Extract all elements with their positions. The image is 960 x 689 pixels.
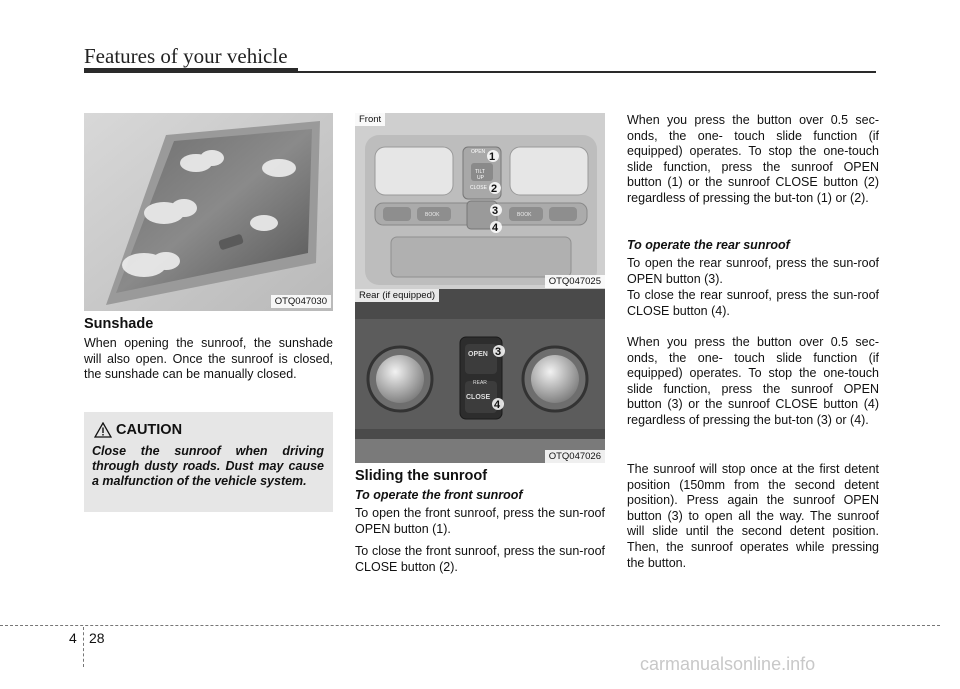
caution-body: Close the sunroof when driving through dusty roads. Dust may cause a malfunction of the vehicle system. <box>92 444 324 489</box>
rear-callout-4: 4 <box>494 399 501 411</box>
rear-panel-rear: REAR <box>473 380 487 386</box>
chapter-number: 4 <box>69 630 77 646</box>
front-panel-open: OPEN <box>471 149 486 155</box>
caution-box <box>84 412 333 512</box>
rear-sunroof-subheading: To operate the rear sunroof <box>627 238 790 252</box>
warning-icon <box>94 422 112 438</box>
front-open-paragraph: To open the front sunroof, press the sun-roof OPEN button (1). <box>355 506 605 536</box>
caution-title: CAUTION <box>116 422 183 438</box>
header-bar <box>84 68 298 73</box>
front-panel-book-right: BOOK <box>517 212 532 218</box>
detent-paragraph: The sunroof will stop once at the first detent position (150mm from the second detent position). Press again the sunroof OPEN button (3) to open all the way. The sunroof will slide until the second detent position. Then, the sunroof operates while pressing the button. <box>627 462 879 570</box>
sunshade-photo <box>84 113 333 311</box>
rear-console-figure <box>355 289 605 463</box>
rear-close-paragraph: To close the rear sunroof, press the sun-roof CLOSE button (4). <box>627 288 879 318</box>
rear-panel-close: CLOSE <box>466 394 491 401</box>
front-callout-3: 3 <box>492 205 499 217</box>
rear-figure-code: OTQ047026 <box>545 450 605 463</box>
footer-rule <box>0 625 940 626</box>
front-sunroof-subheading: To operate the front sunroof <box>355 488 523 502</box>
rear-panel-open: OPEN <box>468 351 488 358</box>
sunshade-figure <box>84 113 333 311</box>
rear-one-touch-paragraph: When you press the button over 0.5 sec-onds, the one- touch slide function (if equipped) operates. To stop the one-touch slide function, press the sunroof OPEN button (3) or the sunroof CLOSE button (4) regardless of pressing the but-ton (3) or (4). <box>627 335 879 427</box>
footer-divider <box>83 627 84 667</box>
front-callout-2: 2 <box>491 183 498 195</box>
front-close-paragraph: To close the front sunroof, press the sun-roof CLOSE button (2). <box>355 544 605 574</box>
rear-callout-3: 3 <box>495 346 502 358</box>
sunshade-figure-code: OTQ047030 <box>271 295 331 308</box>
page-number: 28 <box>89 630 105 646</box>
front-panel-close: CLOSE <box>470 185 487 191</box>
rear-open-paragraph: To open the rear sunroof, press the sun-roof OPEN button (3). <box>627 256 879 286</box>
front-figure-label: Front <box>355 113 385 126</box>
front-panel-book-left: BOOK <box>425 212 440 218</box>
page-header-title: Features of your vehicle <box>84 44 288 68</box>
sunshade-paragraph: When opening the sunroof, the sunshade will also open. Once the sunroof is closed, the sunshade can be manually closed. <box>84 336 333 382</box>
rear-console-photo <box>355 289 605 463</box>
sliding-heading: Sliding the sunroof <box>355 468 488 484</box>
front-panel-tilt: TILT <box>475 169 485 175</box>
front-callout-1: 1 <box>489 151 496 163</box>
front-console-figure <box>355 113 605 289</box>
front-figure-code: OTQ047025 <box>545 275 605 288</box>
header-rule <box>298 71 876 73</box>
front-one-touch-paragraph: When you press the button over 0.5 sec-onds, the one- touch slide function (if equipped) operates. To stop the one-touch slide function, press the sunroof OPEN button (1) or the sunroof CLOSE button (2) regardless of pressing the but-ton (1) or (2). <box>627 113 879 205</box>
rear-figure-label: Rear (if equipped) <box>355 289 439 302</box>
front-console-photo <box>355 113 605 289</box>
sunshade-heading: Sunshade <box>84 316 154 332</box>
front-callout-4: 4 <box>492 222 499 234</box>
front-panel-up: UP <box>477 175 484 181</box>
watermark: carmanualsonline.info <box>640 654 816 674</box>
